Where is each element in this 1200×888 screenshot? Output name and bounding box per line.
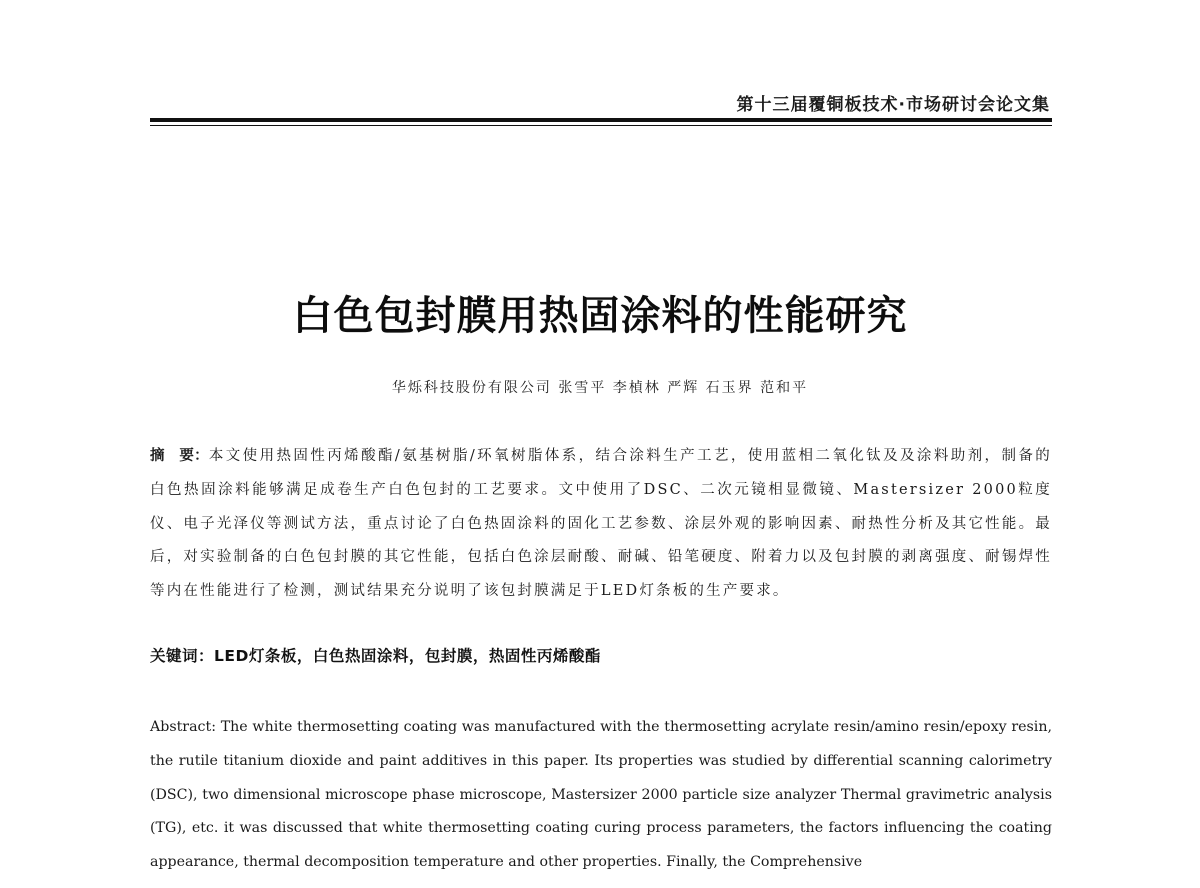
abstract-body: 本文使用热固性丙烯酸酯/氨基树脂/环氧树脂体系，结合涂料生产工艺，使用蓝相二氧化钛及及涂料助剂，制备的白色热固涂料能够满足成卷生产白色包封的工艺要求。文中使用了DSC、二次元镜相显微镜、Mastersizer 2000粒度仪、电子光泽仪等测试方法，重点讨论了白色热固涂料的固化工艺参数、涂层外观的影响因素、耐热性分析及其它性能。最后，对实验制备的白色包封膜的其它性能，包括白色涂层耐酸、耐碱、铅笔硬度、附着力以及包封膜的剥离强度、耐锡焊性等内在性能进行了检测，测试结果充分说明了该包封膜满足于LED灯条板的生产要求。 bbox=[150, 448, 1053, 600]
journal-header-title: 第十三届覆铜板技术·市场研讨会论文集 bbox=[736, 95, 1050, 115]
header-rule-thick bbox=[150, 118, 1052, 122]
chinese-abstract bbox=[150, 440, 1052, 609]
paper-title: 白色包封膜用热固涂料的性能研究 bbox=[292, 293, 908, 339]
keywords-line: 关键词：LED灯条板，白色热固涂料，包封膜，热固性丙烯酸酯 bbox=[150, 647, 601, 665]
english-abstract: Abstract: The white thermosetting coating was manufactured with the thermosetting acrylate resin/amino resin/epoxy resin, the rutile titanium dioxide and paint additives in this paper. Its properties was studied by differential scanning calorimetry (DSC), two dimensional microscope phase microscope, Mastersizer 2000 particle size analyzer Thermal gravimetric analysis (TG), etc. it was discussed that white thermosetting coating curing process parameters, the factors influencing the coating appearance, thermal decomposition temperature and other properties. Finally, the Comprehensive bbox=[150, 719, 1052, 871]
author-line: 华烁科技股份有限公司 张雪平 李楨林 严辉 石玉界 范和平 bbox=[391, 380, 809, 396]
header-rule-thin bbox=[150, 125, 1052, 126]
abstract-label: 摘 要： bbox=[150, 448, 209, 464]
